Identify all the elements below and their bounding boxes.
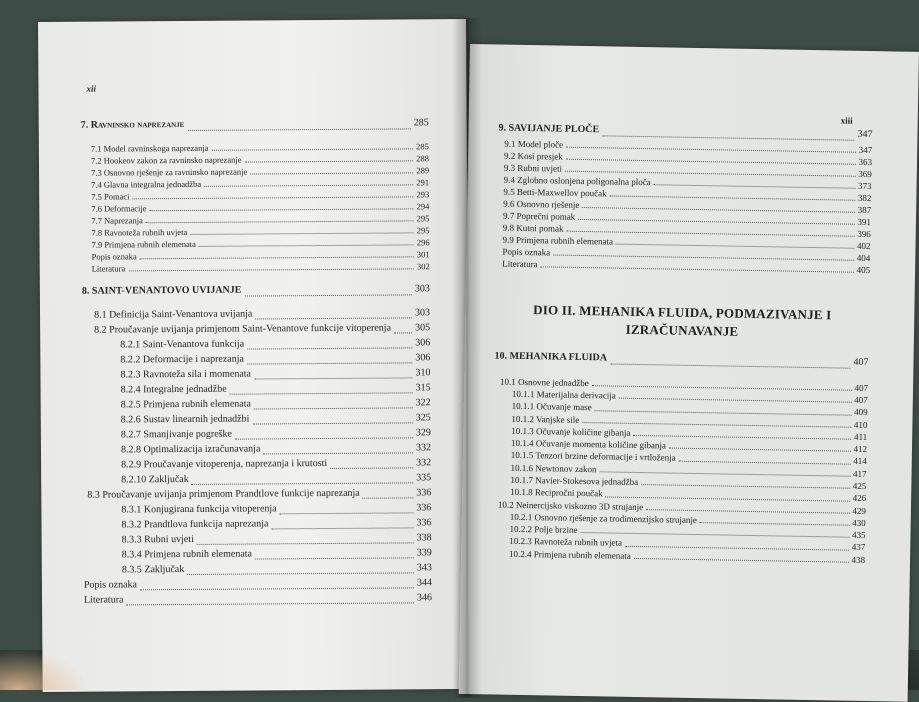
toc-entry-page: 373: [857, 180, 872, 192]
toc-entry-title: Popis oznaka: [91, 251, 137, 262]
left-page: [38, 19, 471, 692]
toc-entry-title: 8.2.2 Deformacije i naprezanja: [120, 353, 244, 366]
toc-entry-title: 9.2 Kosi presjek: [503, 150, 563, 162]
toc-entry-title: 8.3 Proučavanje uvijanja primjenom Prandtlove funkcije naprezanja: [87, 487, 360, 501]
toc-entry-page: 407: [854, 394, 868, 405]
leader-dots: [669, 448, 851, 452]
leader-dots: [271, 527, 413, 529]
toc-entry-page: 429: [852, 505, 867, 516]
toc-entry-title: 8.2.6 Sustav linearnih jednadžbi: [120, 413, 250, 426]
toc-entry-page: 294: [416, 201, 430, 212]
leader-dots: [541, 266, 854, 272]
leader-dots: [126, 602, 414, 605]
leader-dots: [132, 196, 413, 199]
toc-entry-title: 7.2 Hookeov zakon za ravninsko naprezanje: [90, 154, 242, 166]
toc-entry-page: 369: [858, 168, 872, 180]
toc-entry-title: 8.3.1 Konjugirana funkcija vitoperenja: [121, 503, 277, 516]
toc-entry-page: 437: [851, 542, 866, 553]
leader-dots: [199, 244, 414, 247]
toc-entry-page: 305: [415, 322, 431, 334]
toc-entry-page: 303: [415, 307, 431, 319]
toc-entry-title: 8.3.2 Prandtlova funkcija naprezanja: [121, 518, 269, 531]
toc-entry-page: 387: [857, 204, 872, 216]
toc-chapter-entry: [82, 283, 430, 301]
toc-entry-page: 322: [415, 397, 431, 409]
toc-entry-title: 7.1 Model ravninskoga naprezanja: [90, 142, 209, 154]
toc-entry-page: 407: [854, 382, 869, 393]
toc-entry-title: 8.2.3 Ravnoteža sila i momenata: [120, 368, 252, 381]
toc-entry-title: 10.1.3 Očuvanje količine gibanja: [511, 425, 631, 438]
toc-entry-page: 363: [858, 156, 873, 168]
toc-entry-title: 10.1.1 Očuvanje mase: [511, 401, 592, 413]
toc-entry-title: 8.1 Definicija Saint-Venantova uvijanja: [94, 308, 253, 321]
toc-entry-title: 7.3 Osnovno rješenje za ravninsko naprezanje: [91, 166, 248, 178]
leader-dots: [190, 232, 413, 235]
toc-entry-title: 10.2.4 Primjena rubnih elemenata: [509, 548, 631, 561]
toc-entry-page: 412: [853, 443, 868, 455]
leader-dots: [600, 471, 850, 476]
leader-dots: [641, 484, 850, 489]
finger-shadow: [0, 650, 90, 690]
toc-entry-page: 332: [415, 442, 432, 454]
leader-dots: [254, 377, 412, 379]
toc-entry-page: 404: [856, 252, 871, 264]
toc-entry-page: 430: [852, 517, 866, 528]
toc-entry-page: 425: [852, 480, 867, 492]
leader-dots: [252, 422, 412, 424]
leader-dots: [254, 407, 413, 409]
toc-entry-title: 10.1 Osnovne jednadžbe: [500, 376, 589, 389]
leader-dots: [654, 184, 855, 189]
toc-entry-title: 8.2.4 Integralne jednadžbe: [120, 383, 227, 396]
toc-entry-title: 10.2.3 Ravnoteža rubnih uvjeta: [509, 536, 623, 548]
toc-entry-page: 285: [413, 117, 429, 129]
toc-entry-title: Literatura: [502, 258, 538, 270]
toc-entry-title: 10.1.6 Newtonov zakon: [510, 462, 597, 475]
toc-entry-title: 8.2.1 Saint-Venantova funkcija: [120, 338, 245, 351]
toc-entry-title: 8.2 Proučavanje uvijanja primjenom Saint-Venantove funkcije vitoperenja: [94, 322, 392, 336]
table-of-contents-left: [81, 107, 432, 609]
toc-entry-title: 10.2.1 Osnovno rješenje za trodimenzijsko strujanje: [509, 511, 698, 525]
toc-entry-page: 407: [853, 356, 869, 369]
toc-entry-page: 315: [415, 382, 431, 394]
toc-entry-page: 302: [416, 261, 430, 272]
leader-dots: [140, 587, 414, 590]
toc-entry-page: 426: [852, 493, 867, 504]
leader-dots: [633, 435, 851, 440]
toc-entry-title: 9.8 Kutni pomak: [502, 222, 564, 234]
toc-entry-page: 310: [415, 367, 431, 379]
leader-dots: [263, 452, 413, 454]
toc-entry-page: 293: [416, 189, 430, 200]
toc-entry-title: 9.4 Zglobno oslonjena poligonalna ploča: [503, 174, 651, 188]
toc-entry-title: 10.1.2 Vanjske sile: [511, 413, 580, 425]
toc-entry-title: 8.2.9 Proučavanje vitoperenja, naprezanja i krutosti: [121, 457, 328, 471]
toc-entry-page: 336: [416, 502, 432, 514]
leader-dots: [204, 184, 413, 186]
leader-dots: [595, 410, 851, 415]
toc-entry-title: 8. SAINT-VENANTOVO UVIJANJE: [81, 284, 242, 297]
toc-entry-page: 303: [414, 283, 430, 295]
toc-entry-page: 338: [416, 532, 432, 544]
toc-entry-page: 347: [857, 128, 873, 141]
toc-entry-page: 402: [856, 240, 871, 252]
leader-dots: [679, 460, 851, 464]
leader-dots: [187, 128, 410, 131]
leader-dots: [610, 363, 850, 368]
toc-entry-page: 336: [416, 517, 432, 529]
toc-entry-title: 7.6 Deformacije: [91, 203, 147, 214]
toc-entry-page: 306: [415, 337, 431, 349]
leader-dots: [646, 509, 849, 514]
toc-entry-page: 285: [416, 141, 429, 152]
leader-dots: [235, 437, 413, 439]
toc-entry-page: 332: [416, 457, 432, 469]
leader-dots: [140, 256, 414, 259]
toc-entry-title: 10. MEHANIKA FLUIDA: [494, 350, 608, 364]
toc-entry: [84, 592, 432, 609]
leader-dots: [250, 172, 413, 174]
leader-dots: [197, 542, 414, 545]
toc-entry-page: 435: [851, 529, 866, 540]
toc-entry-title: 7.7 Naprezanja: [91, 215, 143, 226]
toc-entry-title: 8.3.5 Zaključak: [121, 563, 185, 576]
toc-entry-page: 325: [415, 412, 431, 424]
toc-entry-title: 8.3.4 Primjena rubnih elemenata: [121, 548, 253, 561]
leader-dots: [255, 317, 412, 319]
toc-entry-title: 10.1.1 Materijalna derivacija: [511, 388, 616, 401]
toc-entry-page: 291: [416, 177, 430, 188]
leader-dots: [610, 195, 855, 200]
toc-entry-title: 10.2 Neinercijsko viskozno 3D strujanje: [497, 499, 644, 512]
toc-entry-title: 8.2.10 Zaključak: [121, 473, 189, 486]
toc-entry-page: 405: [856, 264, 871, 276]
toc-entry-page: 396: [857, 228, 871, 240]
leader-dots: [128, 268, 414, 271]
toc-chapter-entry: [81, 117, 429, 135]
toc-entry-page: 411: [853, 431, 868, 442]
leader-dots: [634, 558, 849, 563]
leader-dots: [606, 496, 850, 501]
toc-entry-title: Popis oznaka: [502, 246, 551, 258]
toc-entry-title: 9.5 Betti-Maxwellov poučak: [503, 186, 607, 199]
toc-entry-page: 414: [853, 456, 867, 467]
toc-entry-title: 10.2.2 Polje brzine: [509, 523, 578, 535]
leader-dots: [230, 392, 413, 394]
toc-entry-title: 9.3 Rubni uvjeti: [503, 162, 563, 174]
leader-dots: [192, 482, 414, 485]
toc-entry-page: 344: [416, 577, 432, 589]
part-heading: DIO II. MEHANIKA FLUIDA, PODMAZIVANJE I IZRAČUNAVANJE: [533, 302, 832, 339]
toc-entry-page: 410: [853, 419, 868, 430]
toc-entry-title: 8.2.7 Smanjivanje pogreške: [120, 428, 233, 441]
leader-dots: [330, 467, 413, 469]
toc-entry-page: 296: [416, 237, 430, 248]
toc-entry-page: 438: [851, 554, 866, 565]
leader-dots: [363, 497, 414, 498]
toc-entry-page: 336: [416, 487, 432, 499]
toc-entry-page: 301: [416, 249, 430, 260]
leader-dots: [394, 332, 412, 333]
leader-dots: [245, 160, 414, 162]
leader-dots: [700, 522, 849, 526]
leader-dots: [625, 545, 849, 550]
leader-dots: [187, 572, 414, 575]
leader-dots: [247, 347, 412, 349]
toc-entry: [82, 261, 430, 275]
leader-dots: [244, 294, 411, 296]
leader-dots: [150, 208, 414, 211]
leader-dots: [619, 398, 852, 403]
toc-entry-page: 295: [416, 213, 430, 224]
toc-entry-title: 9.9 Primjena rubnih elemenata: [502, 234, 614, 247]
toc-entry-title: 7.4 Glavna integralna jednadžba: [91, 178, 202, 190]
toc-entry-title: 7.5 Pomaci: [91, 191, 130, 202]
toc-entry-page: 391: [857, 216, 872, 228]
toc-entry-page: 409: [854, 407, 868, 418]
leader-dots: [255, 557, 414, 559]
toc-entry-page: 346: [416, 592, 433, 604]
toc-entry-page: 295: [416, 225, 430, 236]
toc-entry-page: 339: [416, 547, 432, 559]
leader-dots: [247, 362, 412, 364]
right-page: [459, 44, 919, 702]
toc-entry-page: 347: [858, 144, 873, 156]
toc-entry-title: 8.2.8 Optimalizacija izračunavanja: [120, 443, 261, 456]
leader-dots: [211, 148, 413, 150]
toc-entry-page: 382: [857, 192, 872, 204]
toc-entry-page: 288: [416, 153, 429, 164]
book-gutter: [452, 18, 482, 698]
toc-entry-title: 10.1.7 Navier-Stokesova jednadžba: [510, 474, 639, 488]
leader-dots: [602, 135, 854, 140]
toc-entry-page: 335: [416, 472, 432, 484]
leader-dots: [280, 512, 414, 514]
toc-entry-title: Popis oznaka: [83, 579, 138, 591]
toc-entry-title: 7.9 Primjena rubnih elemenata: [91, 238, 196, 250]
toc-entry-page: 329: [415, 427, 431, 439]
toc-entry-title: 7. Ravninsko naprezanje: [80, 118, 185, 131]
toc-entry-title: 7.8 Ravnoteža rubnih uvjeta: [91, 226, 188, 238]
leader-dots: [616, 244, 854, 249]
toc-entry-title: 10.1.4 Očuvanje momenta količine gibanja: [510, 437, 667, 451]
toc-entry-title: Literatura: [91, 263, 126, 274]
page-number-right: xiii: [840, 115, 853, 126]
toc-entry-title: 9.6 Osnovno rješenje: [503, 198, 580, 210]
toc-entry-page: 343: [416, 562, 432, 574]
toc-entry-page: 306: [415, 352, 431, 364]
toc-entry-title: 10.1.8 Recipročni poučak: [510, 487, 603, 499]
page-number-left: xii: [86, 83, 97, 94]
toc-entry-title: 9. SAVIJANJE PLOČE: [498, 122, 600, 136]
leader-dots: [146, 220, 414, 223]
toc-entry-title: 8.2.5 Primjena rubnih elemenata: [120, 398, 251, 411]
toc-entry-title: 10.1.5 Tenzori brzine deformacije i vrtloženja: [510, 450, 676, 464]
toc-entry-title: 9.7 Poprečni pomak: [502, 210, 576, 222]
toc-entry-page: 289: [416, 165, 430, 176]
toc-entry-title: Literatura: [83, 594, 124, 606]
toc-entry-page: 417: [852, 468, 867, 479]
toc-entry-title: 8.3.3 Rubni uvjeti: [121, 533, 194, 546]
toc-entry-title: 9.1 Model ploče: [504, 138, 564, 150]
table-of-contents-right: [491, 117, 873, 567]
